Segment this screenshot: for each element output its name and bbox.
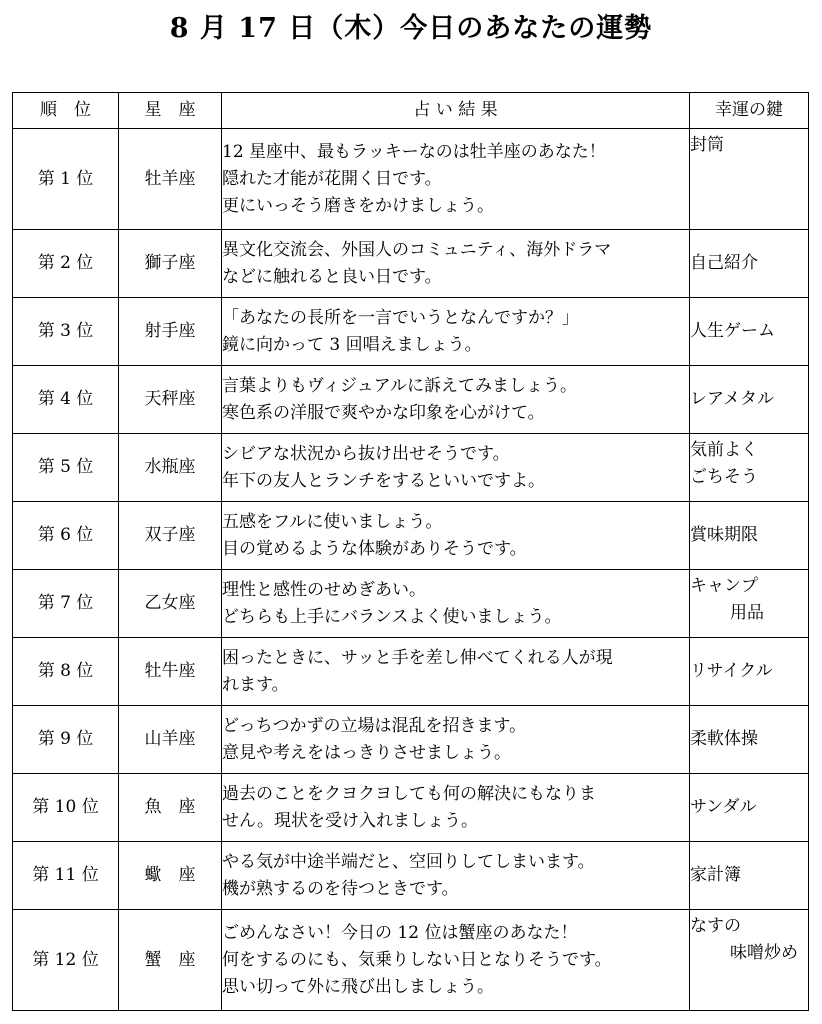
lucky-key-text: 家計簿 (690, 865, 741, 885)
table-header-row (13, 93, 809, 129)
lucky-key-text: 封筒 (690, 135, 724, 155)
result-cell (222, 638, 690, 706)
result-line: などに触れると良い日です。 (222, 266, 442, 287)
header-lucky-key: 幸運の鍵 (690, 93, 809, 129)
result-line: 過去のことをクヨクヨしても何の解決にもなりま (222, 783, 596, 804)
lucky-key-text: リサイクル (690, 661, 773, 681)
result-cell (222, 230, 690, 298)
result-cell (222, 366, 690, 434)
lucky-key-cell (690, 366, 809, 434)
result-cell (222, 842, 690, 910)
result-line: 「あなたの長所を一言でいうとなんですか？」 (222, 307, 579, 328)
lucky-key-text: 人生ゲーム (690, 321, 775, 341)
result-cell (222, 434, 690, 502)
lucky-key-text: 柔軟体操 (690, 729, 758, 749)
table-row (13, 230, 809, 298)
result-line: 言葉よりもヴィジュアルに訴えてみましょう。 (222, 375, 577, 396)
rank-cell: 第 4 位 (13, 366, 119, 434)
table-row (13, 129, 809, 230)
result-line: 意見や考えをはっきりさせましょう。 (222, 742, 511, 763)
rank-cell: 第 10 位 (13, 774, 119, 842)
horoscope-table (12, 92, 809, 1011)
result-line: 隠れた才能が花開く日です。 (222, 168, 442, 189)
lucky-key-cell (690, 910, 809, 1011)
sign-cell: 魚 座 (119, 774, 222, 842)
result-line: せん。現状を受け入れましょう。 (222, 810, 479, 831)
sign-cell: 蠍 座 (119, 842, 222, 910)
lucky-key-cell (690, 706, 809, 774)
sign-cell: 天秤座 (119, 366, 222, 434)
lucky-key-cell (690, 230, 809, 298)
rank-cell: 第 7 位 (13, 570, 119, 638)
result-line: 12 星座中、最もラッキーなのは牡羊座のあなた！ (222, 141, 606, 162)
result-line: 鏡に向かって 3 回唱えましょう。 (222, 334, 482, 355)
rank-cell: 第 5 位 (13, 434, 119, 502)
sign-cell: 乙女座 (119, 570, 222, 638)
table-row (13, 298, 809, 366)
sign-cell: 獅子座 (119, 230, 222, 298)
table-row (13, 638, 809, 706)
result-line: 機が熟するのを待つときです。 (222, 878, 459, 899)
sign-cell: 蟹 座 (119, 910, 222, 1011)
sign-cell: 山羊座 (119, 706, 222, 774)
lucky-key-text: 気前よく (690, 440, 758, 460)
lucky-key-cell (690, 842, 809, 910)
lucky-key-cell (690, 502, 809, 570)
header-sign: 星 座 (119, 93, 222, 129)
result-line: 年下の友人とランチをするといいですよ。 (222, 470, 545, 491)
result-line: 更にいっそう磨きをかけましょう。 (222, 195, 494, 216)
table-row (13, 570, 809, 638)
lucky-key-cell (690, 434, 809, 502)
table-row (13, 842, 809, 910)
table-row (13, 502, 809, 570)
result-line: どちらも上手にバランスよく使いましょう。 (222, 606, 562, 627)
lucky-key-text: 用品 (730, 603, 764, 623)
result-line: 困ったときに、サッと手を差し伸べてくれる人が現 (222, 647, 613, 668)
sign-cell: 射手座 (119, 298, 222, 366)
result-cell (222, 298, 690, 366)
sign-cell: 牡牛座 (119, 638, 222, 706)
header-rank: 順 位 (13, 93, 119, 129)
lucky-key-text: キャンプ (690, 576, 758, 596)
table-row (13, 706, 809, 774)
result-cell (222, 910, 690, 1011)
rank-cell: 第 2 位 (13, 230, 119, 298)
rank-cell: 第 12 位 (13, 910, 119, 1011)
lucky-key-text: 賞味期限 (690, 525, 758, 545)
result-line: シビアな状況から抜け出せそうです。 (222, 443, 510, 464)
result-line: 異文化交流会、外国人のコミュニティ、海外ドラマ (222, 239, 612, 260)
lucky-key-text: レアメタル (690, 389, 774, 409)
result-line: 思い切って外に飛び出しましょう。 (222, 976, 494, 997)
table-row (13, 910, 809, 1011)
result-cell (222, 502, 690, 570)
lucky-key-cell (690, 129, 809, 230)
lucky-key-cell (690, 570, 809, 638)
result-line: れます。 (222, 674, 289, 695)
lucky-key-cell (690, 638, 809, 706)
result-cell (222, 706, 690, 774)
table-row (13, 774, 809, 842)
rank-cell: 第 8 位 (13, 638, 119, 706)
result-line: 何をするのにも、気乗りしない日となりそうです。 (222, 949, 612, 970)
lucky-key-text: なすの (690, 916, 741, 936)
rank-cell: 第 3 位 (13, 298, 119, 366)
result-line: やる気が中途半端だと、空回りしてしまいます。 (222, 851, 595, 872)
lucky-key-text: 自己紹介 (690, 253, 758, 273)
page-title: 8 月 17 日（木）今日のあなたの運勢 (169, 13, 653, 44)
lucky-key-cell (690, 774, 809, 842)
header-result: 占 い 結 果 (222, 93, 690, 129)
result-line: ごめんなさい！今日の 12 位は蟹座のあなた！ (222, 922, 578, 943)
lucky-key-text: サンダル (690, 797, 757, 817)
result-cell (222, 570, 690, 638)
result-line: 五感をフルに使いましょう。 (222, 511, 443, 532)
sign-cell: 双子座 (119, 502, 222, 570)
rank-cell: 第 6 位 (13, 502, 119, 570)
lucky-key-cell (690, 298, 809, 366)
table-row (13, 366, 809, 434)
sign-cell: 牡羊座 (119, 129, 222, 230)
result-line: 目の覚めるような体験がありそうです。 (222, 538, 527, 559)
result-line: 理性と感性のせめぎあい。 (222, 579, 426, 600)
lucky-key-text: 味噌炒め (730, 943, 798, 963)
sign-cell: 水瓶座 (119, 434, 222, 502)
lucky-key-text: ごちそう (690, 467, 758, 487)
result-line: 寒色系の洋服で爽やかな印象を心がけて。 (222, 402, 545, 423)
table-row (13, 434, 809, 502)
result-line: どっちつかずの立場は混乱を招きます。 (222, 715, 527, 736)
rank-cell: 第 11 位 (13, 842, 119, 910)
result-cell (222, 774, 690, 842)
rank-cell: 第 9 位 (13, 706, 119, 774)
result-cell (222, 129, 690, 230)
rank-cell: 第 1 位 (13, 129, 119, 230)
